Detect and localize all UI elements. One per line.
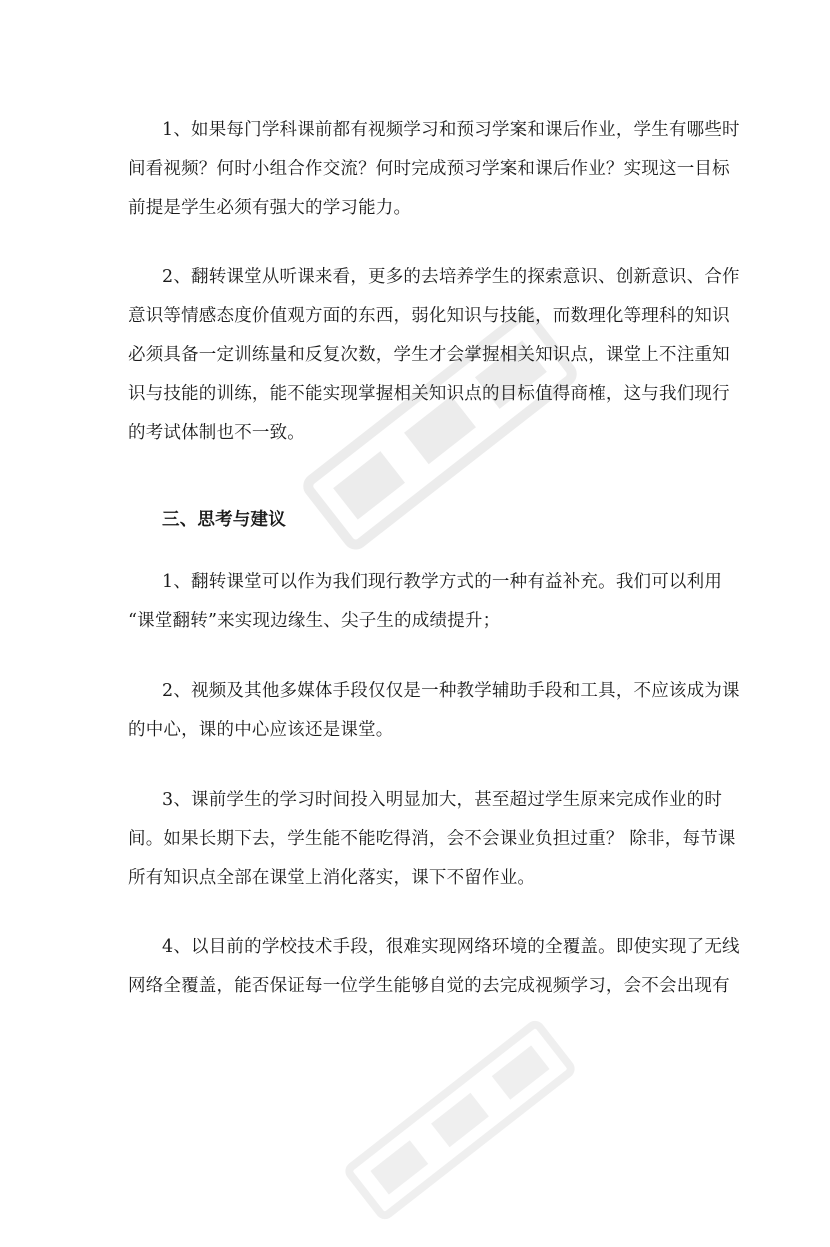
paragraph-6-line-1: 4、以目前的学校技术手段，很难实现网络环境的全覆盖。即使实现了无线 <box>162 937 740 957</box>
section-heading: 三、思考与建议 <box>162 510 286 530</box>
paragraph-4-line-1: 2、视频及其他多媒体手段仅仅是一种教学辅助手段和工具，不应该成为课 <box>162 681 740 701</box>
paragraph-2-line-1: 2、翻转课堂从听课来看，更多的去培养学生的探索意识、创新意识、合作 <box>162 267 740 287</box>
paragraph-5-line-1: 3、课前学生的学习时间投入明显加大，甚至超过学生原来完成作业的时 <box>162 790 723 810</box>
paragraph-6-line-2: 网络全覆盖，能否保证每一位学生能够自觉的去完成视频学习，会不会出现有 <box>128 976 730 996</box>
paragraph-2-line-5: 的考试体制也不一致。 <box>128 423 305 443</box>
paragraph-3-line-2: “课堂翻转”来实现边缘生、尖子生的成绩提升； <box>128 611 501 631</box>
paragraph-3-line-1: 1、翻转课堂可以作为我们现行教学方式的一种有益补充。我们可以利用 <box>162 572 723 592</box>
paragraph-1-line-2: 间看视频？何时小组合作交流？何时完成预习学案和课后作业？实现这一目标 <box>128 159 730 179</box>
paragraph-2-line-2: 意识等情感态度价值观方面的东西，弱化知识与技能，而数理化等理科的知识 <box>128 306 730 326</box>
paragraph-2-line-3: 必须具备一定训练量和反复次数，学生才会掌握相关知识点，课堂上不注重知 <box>128 345 730 365</box>
watermark-logo-bottom <box>321 993 600 1247</box>
paragraph-2-line-4: 识与技能的训练，能不能实现掌握相关知识点的目标值得商榷，这与我们现行 <box>128 384 730 404</box>
paragraph-1-line-3: 前提是学生必须有强大的学习能力。 <box>128 198 412 218</box>
paragraph-1-line-1: 1、如果每门学科课前都有视频学习和预习学案和课后作业，学生有哪些时 <box>162 120 740 140</box>
paragraph-4-line-2: 的中心，课的中心应该还是课堂。 <box>128 720 394 740</box>
paragraph-5-line-3: 所有知识点全部在课堂上消化落实，课下不留作业。 <box>128 868 536 888</box>
paragraph-5-line-2: 间。如果长期下去，学生能不能吃得消，会不会课业负担过重？ 除非，每节课 <box>128 829 736 849</box>
